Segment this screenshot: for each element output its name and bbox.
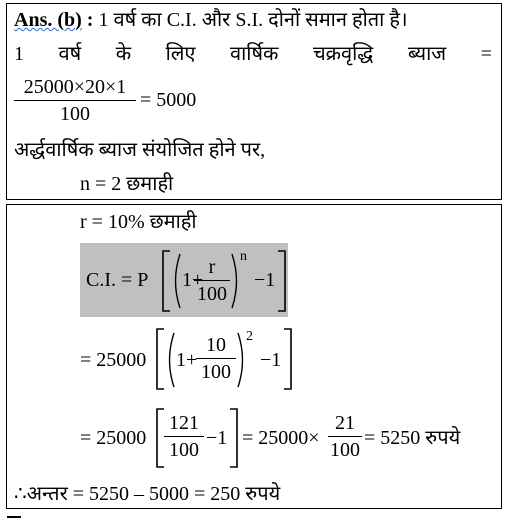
exponent-2: 2 xyxy=(246,329,253,344)
fraction-21-over-100 xyxy=(328,412,362,461)
word: वार्षिक xyxy=(230,43,279,65)
step2-lhs: = 25000 xyxy=(80,427,147,449)
step2-multiply: = 25000× xyxy=(242,427,320,449)
fraction-r-over-100 xyxy=(194,256,230,305)
step1-minus-one: −1 xyxy=(260,349,282,371)
answer-statement: 1 वर्ष का C.I. और S.I. दोनों समान होता है। xyxy=(98,9,408,31)
step2-minus-one: −1 xyxy=(206,427,228,449)
formula-lhs: C.I. = P xyxy=(86,269,149,291)
numerator: r xyxy=(208,256,216,278)
denominator: 100 xyxy=(330,439,360,461)
numerator: 10 xyxy=(206,334,226,356)
fraction-bar xyxy=(164,436,204,437)
half-yearly-line: अर्द्धवार्षिक ब्याज संयोजित होने पर, xyxy=(14,139,266,161)
word: ब्याज xyxy=(407,43,447,65)
fraction-annual-interest xyxy=(14,76,136,125)
step1-one-plus: 1+ xyxy=(176,349,198,371)
right-square-bracket xyxy=(282,328,294,390)
right-square-bracket xyxy=(228,408,240,468)
fraction-bar xyxy=(14,100,136,101)
denominator: 100 xyxy=(197,283,227,305)
fraction-bar xyxy=(196,358,236,359)
equals-sign: = xyxy=(480,43,492,65)
annual-interest-line xyxy=(14,44,492,64)
n-value: n = 2 छमाही xyxy=(80,173,174,195)
r-value: r = 10% छमाही xyxy=(80,211,197,233)
fraction-10-over-100 xyxy=(196,334,236,383)
right-square-bracket xyxy=(276,250,288,312)
step2-result: = 5250 रुपये xyxy=(364,427,461,449)
footnote-rule xyxy=(7,516,21,518)
denominator: 100 xyxy=(60,103,90,125)
word: चक्रवृद्धि xyxy=(312,43,374,65)
fraction-bar xyxy=(328,436,362,437)
fraction-bar xyxy=(194,280,230,281)
numerator: 121 xyxy=(169,412,199,434)
word: 1 xyxy=(14,43,24,65)
denominator: 100 xyxy=(201,361,231,383)
numerator: 25000×20×1 xyxy=(23,76,127,98)
word: लिए xyxy=(165,43,196,65)
annual-interest-result: = 5000 xyxy=(140,89,197,111)
word: के xyxy=(115,43,132,65)
numerator: 21 xyxy=(335,412,355,434)
difference-line: ∴अन्तर = 5250 – 5000 = 250 रुपये xyxy=(14,483,281,505)
word: वर्ष xyxy=(58,43,82,65)
answer-colon: : xyxy=(86,9,94,31)
step1-lhs: = 25000 xyxy=(80,349,147,371)
left-paren xyxy=(170,253,182,309)
fraction-121-over-100 xyxy=(164,412,204,461)
answer-line xyxy=(14,10,408,30)
left-paren xyxy=(164,332,176,388)
formula-one-plus: 1+ xyxy=(182,269,204,291)
exponent-n: n xyxy=(240,249,247,264)
formula-minus-one: −1 xyxy=(254,269,276,291)
denominator: 100 xyxy=(169,439,199,461)
answer-label: Ans. (b) xyxy=(14,9,82,31)
